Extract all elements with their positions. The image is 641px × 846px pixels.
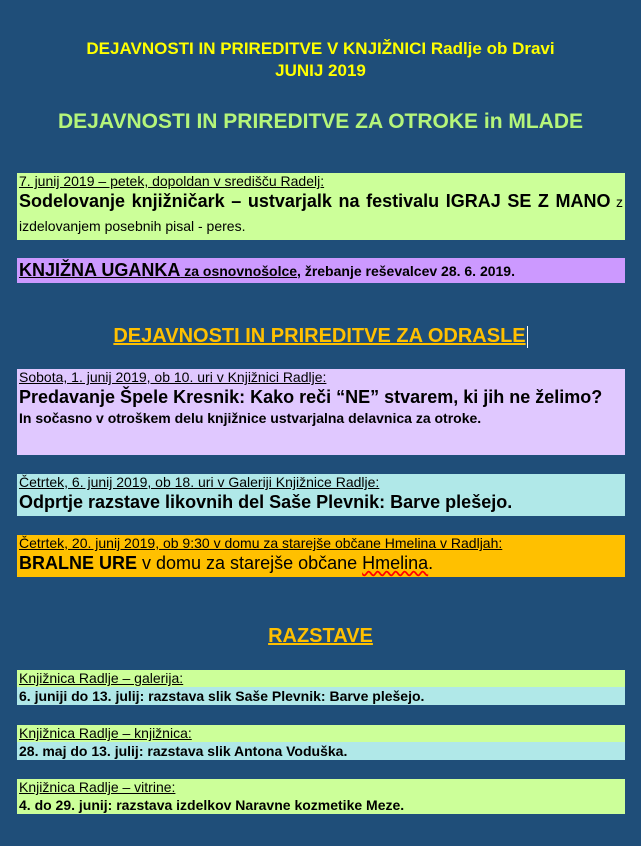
exhibition-location: Knjižnica Radlje – knjižnica: [17,725,625,742]
exhibition-description: 4. do 29. junij: razstava izdelkov Naravne kozmetike Meze. [17,796,625,814]
event-title [19,190,623,238]
event-title [19,552,623,575]
event-detail: v domu za starejše občane [137,553,363,573]
event-date: Četrtek, 6. junij 2019, ob 18. uri v Galeriji Knjižnice Radlje: [19,474,380,490]
event-main: Sodelovanje knjižničark – ustvarjalk na festivalu IGRAJ SE Z MANO [19,191,611,211]
adults-section-heading [0,325,641,348]
event-main: KNJIŽNA UGANKA [19,260,181,280]
event-note: In sočasno v otroškem delu knjižnice ustvarjalna delavnica za otroke. [19,410,482,426]
kids-event-festival [17,173,625,240]
event-end: . [428,553,434,573]
exhibition-item [17,779,625,815]
exhibition-location: Knjižnica Radlje – vitrine: [17,779,625,796]
exhibition-description: 6. juniji do 13. julij: razstava slik Saše Plevnik: Barve plešejo. [17,687,625,705]
adults-event-reading-hours [17,535,625,577]
adults-event-exhibition-opening [17,474,625,516]
text-cursor [527,326,528,348]
page-title-line1: DEJAVNOSTI IN PRIREDITVE V KNJIŽNICI Radlje ob Dravi [86,39,555,58]
exhibition-item [17,725,625,761]
exhibition-location: Knjižnica Radlje – galerija: [17,670,625,687]
exhibition-item [17,670,625,706]
adults-event-lecture [17,369,625,455]
page-title [0,38,641,82]
event-detail: z izdelovanjem posebnih pisal - peres. [19,194,624,234]
event-detail: , žrebanje reševalcev 28. 6. 2019. [297,263,515,279]
exhibitions-section-heading: RAZSTAVE [268,625,373,647]
kids-event-riddle [17,258,625,283]
event-date: Sobota, 1. junij 2019, ob 10. uri v Knjižnici Radlje: [19,369,327,385]
event-main: Odprtje razstave likovnih del Saše Plevnik: Barve plešejo. [19,492,513,512]
event-date: Četrtek, 20. junij 2019, ob 9:30 v domu za starejše občane Hmelina v Radljah: [19,535,503,551]
event-date: 7. junij 2019 – petek, dopoldan v središču Radelj: [19,173,325,189]
event-main: Predavanje Špele Kresnik: Kako reči “NE” stvarem, ki jih ne želimo? [19,387,603,407]
event-main: BRALNE URE [19,553,138,573]
page-title-line2: JUNIJ 2019 [275,61,366,80]
adults-heading-text: DEJAVNOSTI IN PRIREDITVE ZA ODRASLE [113,325,526,347]
kids-section-heading: DEJAVNOSTI IN PRIREDITVE ZA OTROKE in MLADE [57,110,584,133]
event-place: Hmelina [362,553,429,573]
event-audience: za osnovnošolce [180,263,298,279]
exhibition-description: 28. maj do 13. julij: razstava slik Antona Voduška. [17,742,625,760]
